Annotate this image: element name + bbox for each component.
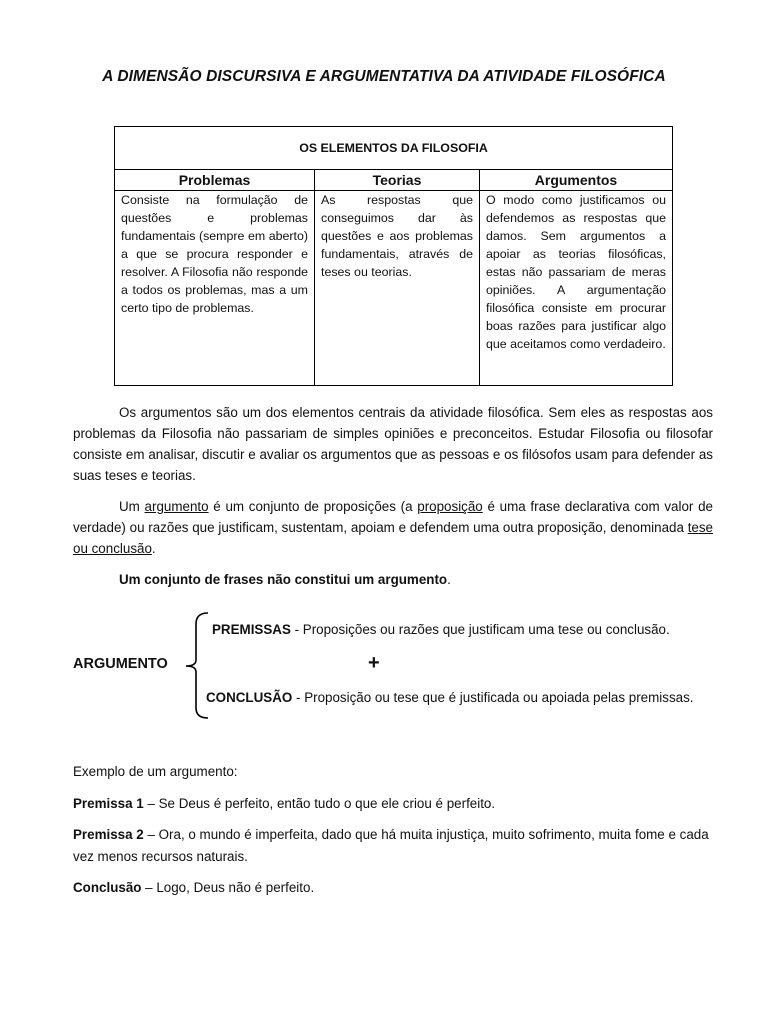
term-argumento: argumento — [144, 499, 209, 514]
bold-statement: Um conjunto de frases não constitui um argumento — [119, 572, 448, 587]
conclusao-example-text: – Logo, Deus não é perfeito. — [141, 880, 315, 895]
paragraph-set-of-sentences — [73, 569, 713, 590]
conclusao-term: CONCLUSÃO — [206, 690, 293, 705]
premissas-definition — [212, 622, 670, 637]
paragraph-argument-definition — [73, 496, 713, 559]
conclusao-example — [73, 877, 713, 899]
premissas-term: PREMISSAS — [212, 622, 291, 637]
argument-label: ARGUMENTO — [73, 656, 168, 672]
conclusao-label: Conclusão — [73, 880, 142, 895]
table-title: OS ELEMENTOS DA FILOSOFIA — [115, 127, 673, 170]
premissas-text: - Proposições ou razões que justificam uma tese ou conclusão. — [290, 622, 670, 637]
column-header-problemas: Problemas — [115, 170, 315, 191]
cell-argumentos: O modo como justificamos ou defendemos as respostas que damos. Sem argumentos a apoiar as teorias filosóficas, estas não passariam de meras opiniões. A argumentação filosófica consiste em procurar boas razões para justificar algo que aceitamos como verdadeiro. — [480, 191, 673, 386]
premissa-2-text: – Ora, o mundo é imperfeita, dado que há muita injustiça, muito sofrimento, muita fome e cada vez menos recursos naturais. — [73, 827, 709, 864]
conclusao-definition — [206, 690, 694, 705]
text-segment: é um conjunto de proposições (a — [208, 499, 418, 514]
example-heading: Exemplo de um argumento: — [73, 764, 238, 779]
column-header-argumentos: Argumentos — [480, 170, 673, 191]
cell-problemas: Consiste na formulação de questões e problemas fundamentais (sempre em aberto) a que se procura responder e resolver. A Filosofia não responde a todos os problemas, mas a um certo tipo de problemas. — [115, 191, 315, 386]
document-title: A DIMENSÃO DISCURSIVA E ARGUMENTATIVA DA ATIVIDADE FILOSÓFICA — [102, 68, 666, 85]
premissa-1-label: Premissa 1 — [73, 796, 144, 811]
text-segment: . — [151, 541, 156, 556]
plus-sign: + — [368, 652, 380, 674]
conclusao-text: - Proposição ou tese que é justificada ou apoiada pelas premissas. — [292, 690, 694, 705]
paragraph-arguments-central: Os argumentos são um dos elementos centrais da atividade filosófica. Sem eles as respostas aos problemas da Filosofia não passariam de simples opiniões e preconceitos. Estudar Filosofia ou filosofar consiste em analisar, discutir e avaliar os argumentos que as pessoas e os filósofos usam para defender as suas teses e teorias. — [73, 405, 713, 483]
premissa-1-text: – Se Deus é perfeito, então tudo o que ele criou é perfeito. — [143, 796, 496, 811]
cell-teorias: As respostas que conseguimos dar às questões e aos problemas fundamentais, através de teses ou teorias. — [315, 191, 480, 386]
premissa-2-label: Premissa 2 — [73, 827, 144, 842]
premissa-1 — [73, 793, 713, 815]
elements-table — [114, 126, 673, 386]
term-proposicao: proposição — [417, 499, 483, 514]
column-header-teorias: Teorias — [315, 170, 480, 191]
premissa-2 — [73, 824, 713, 868]
term-tese-conclusao: tese ou conclusão — [73, 520, 713, 556]
text-segment: Um — [119, 499, 145, 514]
text-segment: . — [447, 572, 451, 587]
text-segment: é uma frase declarativa com valor de verdade) ou razões que justificam, sustentam, apoiam e defendem uma outra proposição, denominada — [73, 499, 713, 535]
